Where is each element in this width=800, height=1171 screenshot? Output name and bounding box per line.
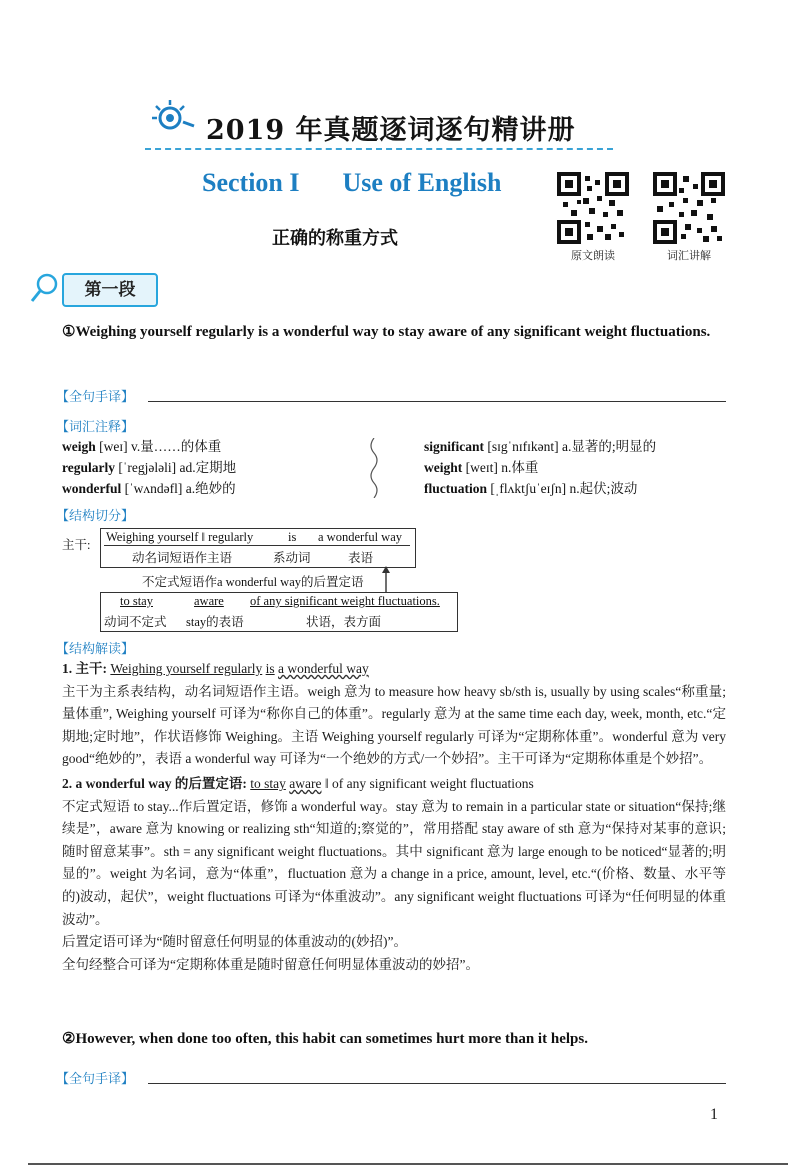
sentence-2: ②However, when done too often, this habit can sometimes hurt more than it helps. bbox=[62, 1031, 588, 1047]
analysis-body bbox=[62, 658, 726, 976]
translation-label-2: 【全句手译】 bbox=[56, 1072, 135, 1087]
section-heading bbox=[202, 168, 501, 198]
analysis-paragraph-1: 主干为主系表结构，动名词短语作主语。weigh 意为 to measure how heavy sb/sth is, usually by using scales“称重量;量体重”, Weighing yourself 可译为“称你自己的体重”。regularly 意为 at the same time each day, week, month, etc.“定期地;定时地”，作状语修饰 Weighing。主语 Weighing yourself regularly 可译为“定期称体重”。wonderful 意为 very good“绝妙的”，表语 a wonderful way 可译为“一个绝妙的方式/一个妙招”。主干可译为“定期称体重是个妙招”。 bbox=[62, 683, 726, 767]
structure-of-phrase: of any significant weight fluctuations. bbox=[250, 594, 440, 608]
translation-label-1: 【全句手译】 bbox=[56, 390, 135, 405]
structure-of-note: 状语，表方面 bbox=[306, 615, 382, 629]
structure-inf: to stay bbox=[120, 594, 153, 608]
analysis-paragraph-4: 全句经整合可译为“定期称体重是随时留意任何明显体重波动的妙招”。 bbox=[62, 956, 479, 972]
sentence-1: ①Weighing yourself regularly is a wonderful way to stay aware of any significant weight fluctuations. bbox=[62, 324, 711, 340]
translation-line-1[interactable] bbox=[148, 401, 726, 402]
paragraph-tag: 第一段 bbox=[62, 273, 158, 307]
analysis-heading-2: 2. a wonderful way 的后置定语: to stay aware ‖ of any significant weight fluctuations bbox=[62, 775, 534, 791]
vocab-left-list bbox=[62, 436, 362, 499]
analysis-paragraph-3: 后置定语可译为“随时留意任何明显的体重波动的(妙招)”。 bbox=[62, 934, 407, 950]
structure-main-underline bbox=[104, 545, 410, 546]
structure-subject: Weighing yourself ‖ regularly bbox=[106, 530, 254, 544]
vocab-item: significant [sɪgˈnɪfɪkənt] a.显著的;明显的 bbox=[424, 439, 657, 454]
analysis-heading-1: 1. 主干: Weighing yourself regularly is a wonderful way bbox=[62, 661, 369, 676]
qr-code-audio[interactable] bbox=[557, 172, 629, 244]
section-name: Use of English bbox=[342, 168, 502, 197]
structure-verb: is bbox=[288, 530, 297, 544]
structure-aware: aware bbox=[194, 594, 224, 608]
qr-caption-vocab: 词汇讲解 bbox=[667, 249, 711, 262]
vocab-right-list bbox=[424, 436, 734, 499]
subtitle: 正确的称重方式 bbox=[272, 228, 398, 249]
structure-predicative: a wonderful way bbox=[318, 530, 402, 544]
structure-main-label: 主干: bbox=[62, 538, 91, 552]
structure-label: 【结构切分】 bbox=[56, 509, 135, 524]
vocab-item: wonderful [ˈwʌndəfl] a.绝妙的 bbox=[62, 481, 236, 496]
bulb-icon bbox=[150, 96, 196, 146]
page-number: 1 bbox=[710, 1106, 718, 1123]
magnifier-icon bbox=[30, 272, 60, 308]
structure-aware-note: stay的表语 bbox=[186, 615, 244, 629]
section-label: Section I bbox=[202, 168, 300, 197]
vocab-item: regularly [ˈregjələli] ad.定期地 bbox=[62, 460, 237, 475]
bottom-rule bbox=[28, 1163, 788, 1165]
vocab-item: weight [weɪt] n.体重 bbox=[424, 460, 539, 475]
structure-predicative-note: 表语 bbox=[348, 551, 374, 565]
structure-subject-note: 动名词短语作主语 bbox=[132, 551, 233, 565]
structure-inf-note: 动词不定式 bbox=[104, 615, 167, 629]
qr-caption-audio: 原文朗读 bbox=[571, 249, 615, 262]
translation-line-2[interactable] bbox=[148, 1083, 726, 1084]
book-title: 2019 年真题逐词逐句精讲册 bbox=[206, 115, 576, 146]
vocab-item: weigh [weɪ] v.量……的体重 bbox=[62, 439, 222, 454]
title-divider bbox=[145, 148, 613, 150]
vocab-divider bbox=[368, 438, 380, 498]
structure-verb-note: 系动词 bbox=[273, 551, 311, 565]
vocab-item: fluctuation [ˌflʌktʃuˈeɪʃn] n.起伏;波动 bbox=[424, 481, 638, 496]
structure-attr-note: 不定式短语作a wonderful way的后置定语 bbox=[142, 575, 364, 589]
vocab-label: 【词汇注释】 bbox=[56, 420, 135, 435]
analysis-label: 【结构解读】 bbox=[56, 642, 135, 657]
analysis-paragraph-2: 不定式短语 to stay...作后置定语，修饰 a wonderful way。stay 意为 to remain in a particular state or situation“保持;继续是”，aware 意为 knowing or realizing sth“知道的;察觉的”，常用搭配 stay aware of sth 意为“保持对某事的意识;随时留意某事”。sth = any significant weight fluctuations。其中 significant 意为 large enough to be noticed“显著的;明显的”。weight 为名词，意为“体重”，fluctuation 意为 a change in a price, amount, level, etc.“(价格、数量、水平等的)波动，起伏”，weight fluctuations 可译为“体重波动”。any significant weight fluctuations 可译为“任何明显的体重波动”。 bbox=[62, 798, 726, 927]
qr-code-vocab[interactable] bbox=[653, 172, 725, 244]
